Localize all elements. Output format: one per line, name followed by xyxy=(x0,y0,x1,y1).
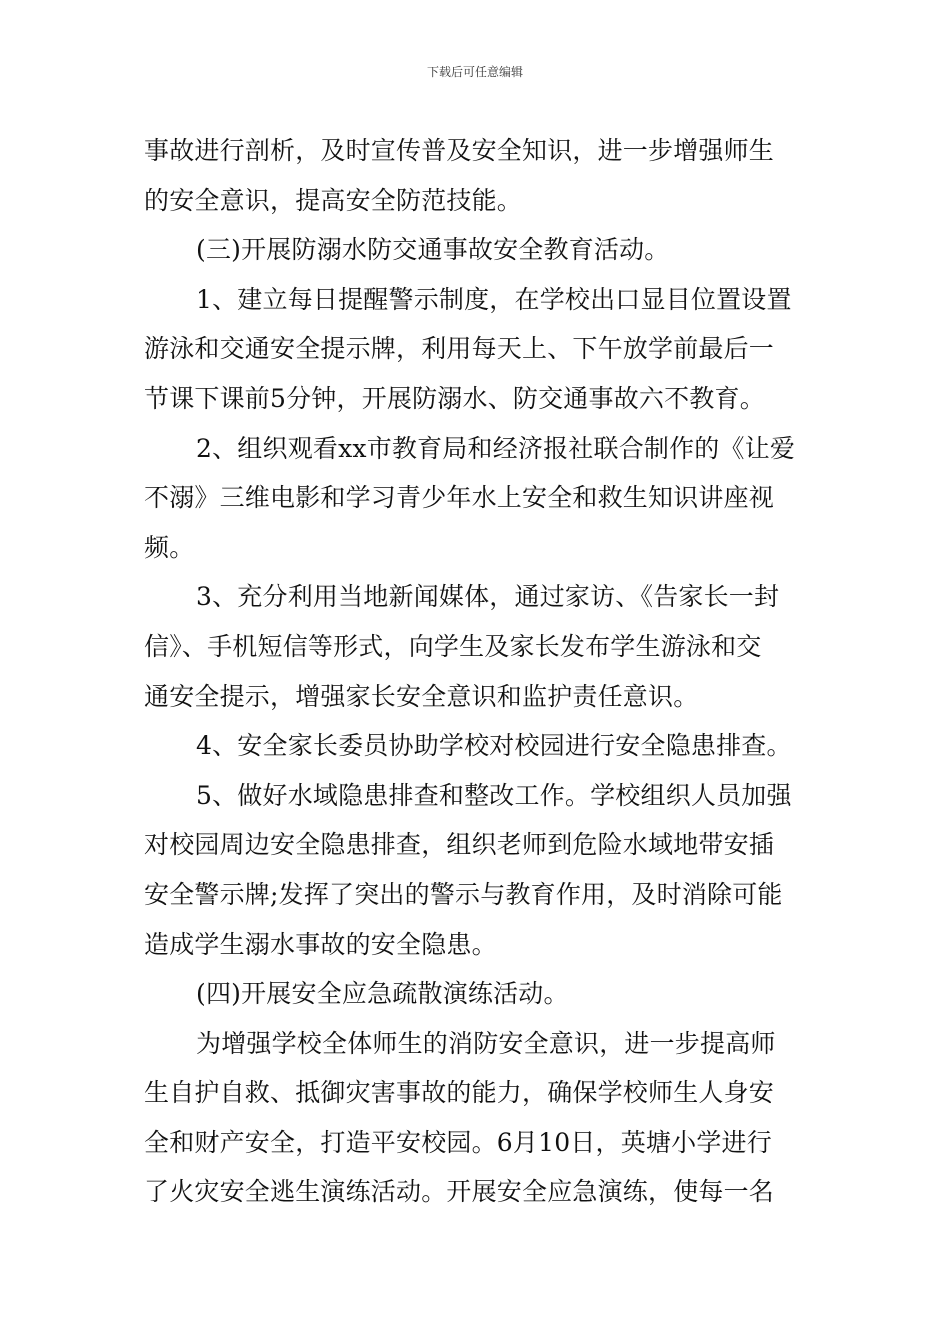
text-line: 不溺》三维电影和学习青少年水上安全和救生知识讲座视 xyxy=(144,483,775,513)
section-heading: (三)开展防溺水防交通事故安全教育活动。 xyxy=(196,235,670,265)
text-line: 5、做好水域隐患排查和整改工作。学校组织人员加强 xyxy=(196,780,792,810)
text-line: 生自护自救、抵御灾害事故的能力，确保学校师生人身安 xyxy=(144,1078,775,1108)
text-line: 1、建立每日提醒警示制度，在学校出口显目位置设置 xyxy=(196,284,792,314)
text-line: 通安全提示，增强家长安全意识和监护责任意识。 xyxy=(144,681,699,711)
section-heading: (四)开展安全应急疏散演练活动。 xyxy=(196,979,569,1009)
text-line: 对校园周边安全隐患排查，组织老师到危险水域地带安插 xyxy=(144,830,775,860)
text-line: 事故进行剖析，及时宣传普及安全知识，进一步增强师生 xyxy=(144,136,775,165)
text-line: 了火灾安全逃生演练活动。开展安全应急演练，使每一名 xyxy=(144,1177,775,1207)
text-line: 2、组织观看xx市教育局和经济报社联合制作的《让爱 xyxy=(196,433,796,463)
text-line: 安全警示牌;发挥了突出的警示与教育作用，及时消除可能 xyxy=(144,879,783,909)
text-line: 游泳和交通安全提示牌，利用每天上、下午放学前最后一 xyxy=(144,334,775,364)
text-line: 4、安全家长委员协助学校对校园进行安全隐患排查。 xyxy=(196,731,792,761)
text-line: 为增强学校全体师生的消防安全意识，进一步提高师 xyxy=(196,1028,776,1058)
text-line: 频。 xyxy=(144,532,195,562)
text-line: 3、充分利用当地新闻媒体，通过家访、《告家长一封 xyxy=(196,582,780,612)
document-body xyxy=(144,126,809,1217)
text-line: 信》、手机短信等形式，向学生及家长发布学生游泳和交 xyxy=(144,631,762,661)
text-line: 节课下课前5分钟，开展防溺水、防交通事故六不教育。 xyxy=(144,383,765,413)
text-line: 的安全意识，提高安全防范技能。 xyxy=(144,185,523,215)
text-line: 全和财产安全，打造平安校园。6月10日，英塘小学进行 xyxy=(144,1127,772,1157)
text-line: 造成学生溺水事故的安全隐患。 xyxy=(144,929,497,959)
page-header: 下载后可任意编辑 xyxy=(426,65,523,79)
